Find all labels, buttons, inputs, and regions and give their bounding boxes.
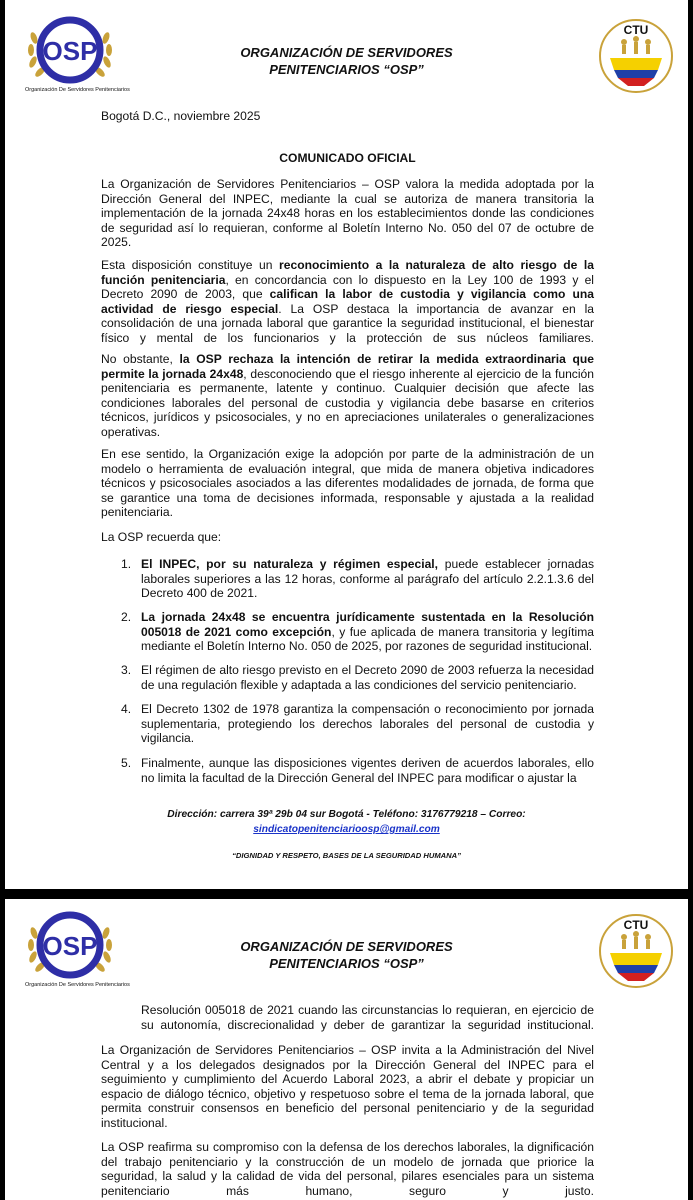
osp-logo-caption: Organización De Servidores Penitenciarios [25,982,130,988]
paragraph-1: La Organización de Servidores Penitenciarios – OSP valora la medida adoptada por la Dirección General del INPEC, mediante la cual se autoriza de manera transitoria la implementación de la jornada 24x48 horas en los establecimientos donde las condiciones de seguridad así lo requieran, conforme al Boletín Interno No. 050 del 07 de octubre de 2025. [101,177,594,250]
paragraph-3: No obstante, la OSP rechaza la intención de retirar la medida extraordinaria que permite la jornada 24x48, desconociendo que el riesgo inherente al ejercicio de la función penitenciaria es permanente, latente y continuo. Cualquier decisión que afecte las condiciones laborales del personal de custodia y vigilancia debe basarse en criterios técnicos, jurídicos y psicosociales, y no en apreciaciones unilaterales o generalizaciones operativas. [101,352,595,439]
paragraph-4: En ese sentido, la Organización exige la adopción por parte de la administración de un modelo o herramienta de evaluación integral, que mida de manera objetiva indicadores técnicos y psicosociales asociados a las diferentes modalidades de jornada, de forma que se garantice una toma de decisiones informada, responsable y ajustada a la realidad penitenciaria. [101,447,594,520]
continued-paragraph: Resolución 005018 de 2021 cuando las circunstancias lo requieran, en ejercicio de su autonomía, discrecionalidad y deber de garantizar la seguridad institucional. [141,1003,594,1032]
svg-text:CTU: CTU [623,918,649,932]
date-line: Bogotá D.C., noviembre 2025 [101,109,261,123]
footer-email-line [5,823,688,837]
document-page-2 [5,899,688,1200]
svg-text:OSP: OSP [42,36,98,66]
footer-email-link[interactable]: sindicatopenitenciarioosp@gmail.com [253,824,440,835]
list-item: 3. El régimen de alto riesgo previsto en el Decreto 2090 de 2003 refuerza la necesidad de una regulación flexible y adaptada a las condiciones del servicio penitenciario. [121,663,594,692]
osp-logo-caption: Organización De Servidores Penitenciarios [25,87,130,93]
paragraph-invitation: La Organización de Servidores Penitenciarios – OSP invita a la Administración del Nivel Central y a los delegados designados por la Dirección General del INPEC para el seguimiento y cumplimiento del Acuerdo Laboral 2023, a abrir el debate y propiciar un espacio de diálogo técnico, objetivo y respetuoso sobre el tema de la jornada laboral, que permita construir consensos en beneficio del personal penitenciario y de la seguridad institucional. [101,1043,594,1130]
letterhead-title-line-2: PENITENCIARIOS “OSP” [269,62,424,77]
document-page-1 [5,0,688,889]
paragraph-2: Esta disposición constituye un reconocimiento a la naturaleza de alto riesgo de la función penitenciaria, en concordancia con lo dispuesto en la Ley 100 de 1993 y el Decreto 2090 de 2003, que califican la labor de custodia y vigilancia como una actividad de riesgo especial. La OSP destaca la importancia de avanzar en la consolidación de una jornada laboral que garantice la seguridad institucional, el bienestar físico y mental de los funcionarios y la protección de sus núcleos familiares. [101,258,595,345]
footer-motto: “DIGNIDAD Y RESPETO, BASES DE LA SEGURIDAD HUMANA” [232,851,461,860]
letterhead-title-line-2: PENITENCIARIOS “OSP” [269,956,424,971]
paragraph-5: La OSP recuerda que: [101,530,222,544]
svg-text:OSP: OSP [42,931,98,961]
letterhead-title [5,44,688,78]
list-item: 4. El Decreto 1302 de 1978 garantiza la compensación o reconocimiento por jornada suplementaria, protegiendo los derechos laborales del personal de custodia y vigilancia. [121,702,594,746]
paragraph-commitment: La OSP reafirma su compromiso con la defensa de los derechos laborales, la dignificación del trabajo penitenciario y la construcción de un modelo de jornada que priorice la seguridad, la salud y la calidad de vida del personal, pilares esenciales para un sistema penitenciario más humano, seguro y justo. [101,1140,594,1198]
letterhead-title [5,938,688,972]
list-item: 2. La jornada 24x48 se encuentra jurídicamente sustentada en la Resolución 005018 de 2021 como excepción, y fue aplicada de manera transitoria y legítima mediante el Boletín Interno No. 050 de 2025, por razones de seguridad institucional. [121,610,594,654]
ctu-emblem-icon [598,913,674,989]
letterhead-title-line-1: ORGANIZACIÓN DE SERVIDORES [240,939,453,954]
footer-address: Dirección: carrera 39ª 29b 04 sur Bogotá - Teléfono: 3176779218 – Correo: [167,809,526,820]
svg-text:CTU: CTU [623,23,649,37]
ctu-emblem-icon [598,18,674,94]
document-heading: COMUNICADO OFICIAL [279,151,416,165]
list-item: 5. Finalmente, aunque las disposiciones vigentes deriven de acuerdos laborales, ello no limita la facultad de la Dirección General del INPEC para modificar o ajustar la [121,756,594,785]
ctu-logo [598,913,674,989]
list-item: 1. El INPEC, por su naturaleza y régimen especial, puede establecer jornadas laborales superiores a las 12 horas, conforme al parágrafo del artículo 2.2.1.3.6 del Decreto 400 de 2021. [121,557,594,601]
letterhead-title-line-1: ORGANIZACIÓN DE SERVIDORES [240,45,453,60]
ctu-logo [598,18,674,94]
